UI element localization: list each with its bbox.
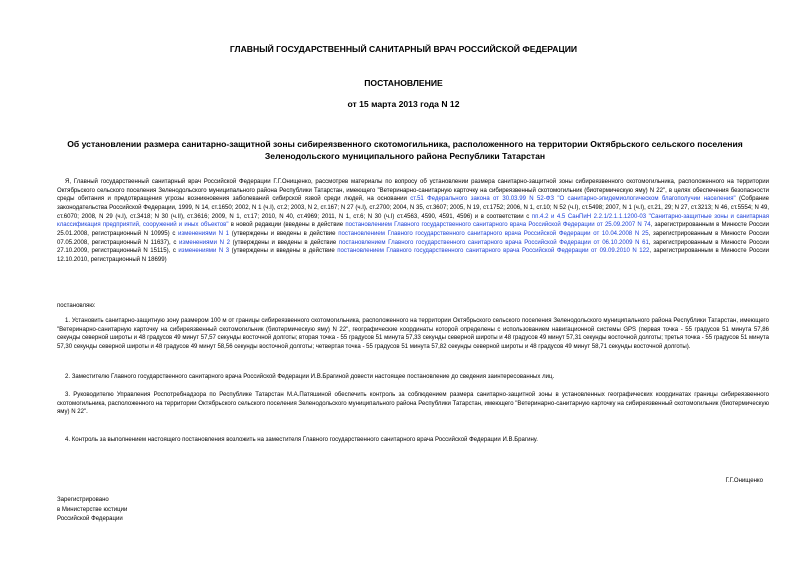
- item-1-paragraph: 1. Установить санитарно-защитную зону размером 100 м от границы сибиреязвенного скотомогильника, расположенного на территории Октябрьского сельского поселения Зеленодольского муниципального района Республики Татарстан, имеющего "Ветеринарно-санитарную карточку на сибиреязвенный скотомогильник (биотермическую яму) N 22", географические координаты которой определены с использованием навигационной системы GPS (первая точка - 55 градусов 51 минута 57,86 секунды северной широты и 48 градусов 49 минут 57,57 секунды восточной долготы; вторая точка - 55 градусов 51 минута 57,33 секунды северной широты и 48 градусов 49 минут 57,31 секунды восточной долготы; третья точка - 55 градусов 51 минута 57,30 секунды северной широты и 48 градусов 49 минут 58,56 секунды восточной долготы; четвертая точка - 55 градусов 51 минута 57,82 секунды северной широты и 48 градусов 49 минут 58,71 секунды восточной долготы).: [57, 318, 769, 350]
- preamble-text-5: (утверждены и введены в действие: [229, 230, 339, 237]
- preamble-text-4: , зарегистрированным в Минюсте России 25.01.2008, регистрационный N 10995) с: [57, 222, 769, 237]
- registration-note: [57, 496, 127, 525]
- document-date-number: от 15 марта 2013 года N 12: [347, 99, 460, 109]
- resolution-74-link[interactable]: постановлением Главного государственного санитарного врача Российской Федерации от 25.09.2007 N 74: [345, 222, 651, 229]
- item-4-paragraph: 4. Контроль за выполнением настоящего постановления возложить на заместителя Главного государственного санитарного врача Российской Федерации И.В.Брагину.: [65, 437, 538, 443]
- resolves-label: постановляю:: [57, 303, 96, 309]
- document-subject: Об установлении размера санитарно-защитной зоны сибиреязвенного скотомогильника, расположенного на территории Октябрьского сельского поселения Зеленодольского муниципального района Республики Татарстан: [67, 139, 743, 161]
- sanpin-link[interactable]: пп.4.2 и 4.5 СанПиН 2.2.1/2.1.1.1200-03 "Санитарно-защитные зоны и санитарная классификация предприятий, сооружений и иных объектов": [57, 213, 769, 229]
- preamble-text-7: (утверждены и введены в действие: [229, 239, 339, 246]
- resolution-122-link[interactable]: постановлением Главного государственного санитарного врача Российской Федерации от 09.09.2010 N 122: [337, 248, 650, 255]
- preamble-text-6: , зарегистрированным в Минюсте России 07.05.2008, регистрационный N 11637), с: [57, 230, 769, 246]
- item-3-paragraph: 3. Руководителю Управления Роспотребнадзора по Республике Татарстан М.А.Патяшиной обеспечить контроль за соблюдением размера санитарно-защитной зоны в установленных географических координатах границы сибиреязвенного скотомогильника, расположенного на территории Октябрьского сельского поселения Зеленодольского муниципального района Республики Татарстан, имеющего "Ветеринарно-санитарную карточку на сибиреязвенный скотомогильник (биотермическую яму) N 22".: [57, 392, 769, 416]
- resolution-25-link[interactable]: постановлением Главного государственного санитарного врача Российской Федерации от 10.04.2008 N 25: [338, 230, 649, 237]
- preamble-paragraph: [57, 178, 769, 265]
- issuing-authority: ГЛАВНЫЙ ГОСУДАРСТВЕННЫЙ САНИТАРНЫЙ ВРАЧ РОССИЙСКОЙ ФЕДЕРАЦИИ: [229, 44, 578, 54]
- preamble-text-8: , зарегистрированным в Минюсте России 27.10.2009, регистрационный N 15115), с: [57, 239, 770, 255]
- amendments-3-link[interactable]: изменениями N 3: [178, 248, 230, 255]
- preamble-text-10: , зарегистрированным в Минюсте России 12.10.2010, регистрационный N 18699): [57, 248, 770, 263]
- registration-line-1: Зарегистрировано: [57, 497, 109, 503]
- preamble-text-2: (Собрание законодательства Российской Федерации, 1999, N 14, ст.1650; 2002, N 1 (ч.I), ст.2; 2003, N 2, ст.167; N 27 (ч.I), ст.2700; 2004, N 35, ст.3607; 2005, N 19, ст.1752; 2006, N 1, ст.10; N 52 (ч.I), ст.5498; 2007, N 1 (ч.I), ст.21, 29; N 27, ст.3213; N 46, ст.5554; N 49, ст.6070; 2008, N 29 (ч.I), ст.3418; N 30 (ч.II), ст.3616; 2009, N 1, ст.17; 2010, N 40, ст.4969; 2011, N 1, ст.6; N 30 (ч.I) ст.4563, 4590, 4591, 4596) и в соответствии с: [57, 196, 769, 220]
- registration-line-2: в Министерстве юстиции: [57, 506, 128, 513]
- amendments-1-link[interactable]: изменениями N 1: [178, 230, 230, 237]
- signatory-name: Г.Г.Онищенко: [725, 478, 763, 484]
- preamble-text-1: Я, Главный государственный санитарный врач Российской Федерации Г.Г.Онищенко, рассмотрев материалы по вопросу об установлении размера санитарно-защитной зоны сибиреязвенного скотомогильника, расположенного на территории Октябрьского сельского поселения Зеленодольского муниципального района Республики Татарстан, имеющего "Ветеринарно-санитарную карточку на сибиреязвенный скотомогильник (биотермическую яму) N 22", в целях обеспечения безопасности среды обитания и предотвращения угрозы возникновения заболеваний сибирской язвой среди людей, на основании: [57, 179, 769, 203]
- law-52fz-link[interactable]: ст.51 Федерального закона от 30.03.99 N 52-ФЗ "О санитарно-эпидемиологическом благополучии населения": [410, 196, 736, 203]
- document-type: ПОСТАНОВЛЕНИЕ: [364, 78, 443, 88]
- registration-line-3: Российской Федерации: [57, 516, 123, 522]
- item-2-paragraph: 2. Заместителю Главного государственного санитарного врача Российской Федерации И.В.Брагиной довести настоящее постановление до сведения заинтересованных лиц.: [65, 374, 555, 380]
- amendments-2-link[interactable]: изменениями N 2: [179, 239, 230, 246]
- preamble-text-9: (утверждены и введены в действие: [229, 248, 338, 255]
- resolution-61-link[interactable]: постановлением Главного государственного санитарного врача Российской Федерации от 06.10.2009 N 61: [338, 239, 649, 246]
- preamble-text-3: в новой редакции (введены в действие: [228, 222, 346, 229]
